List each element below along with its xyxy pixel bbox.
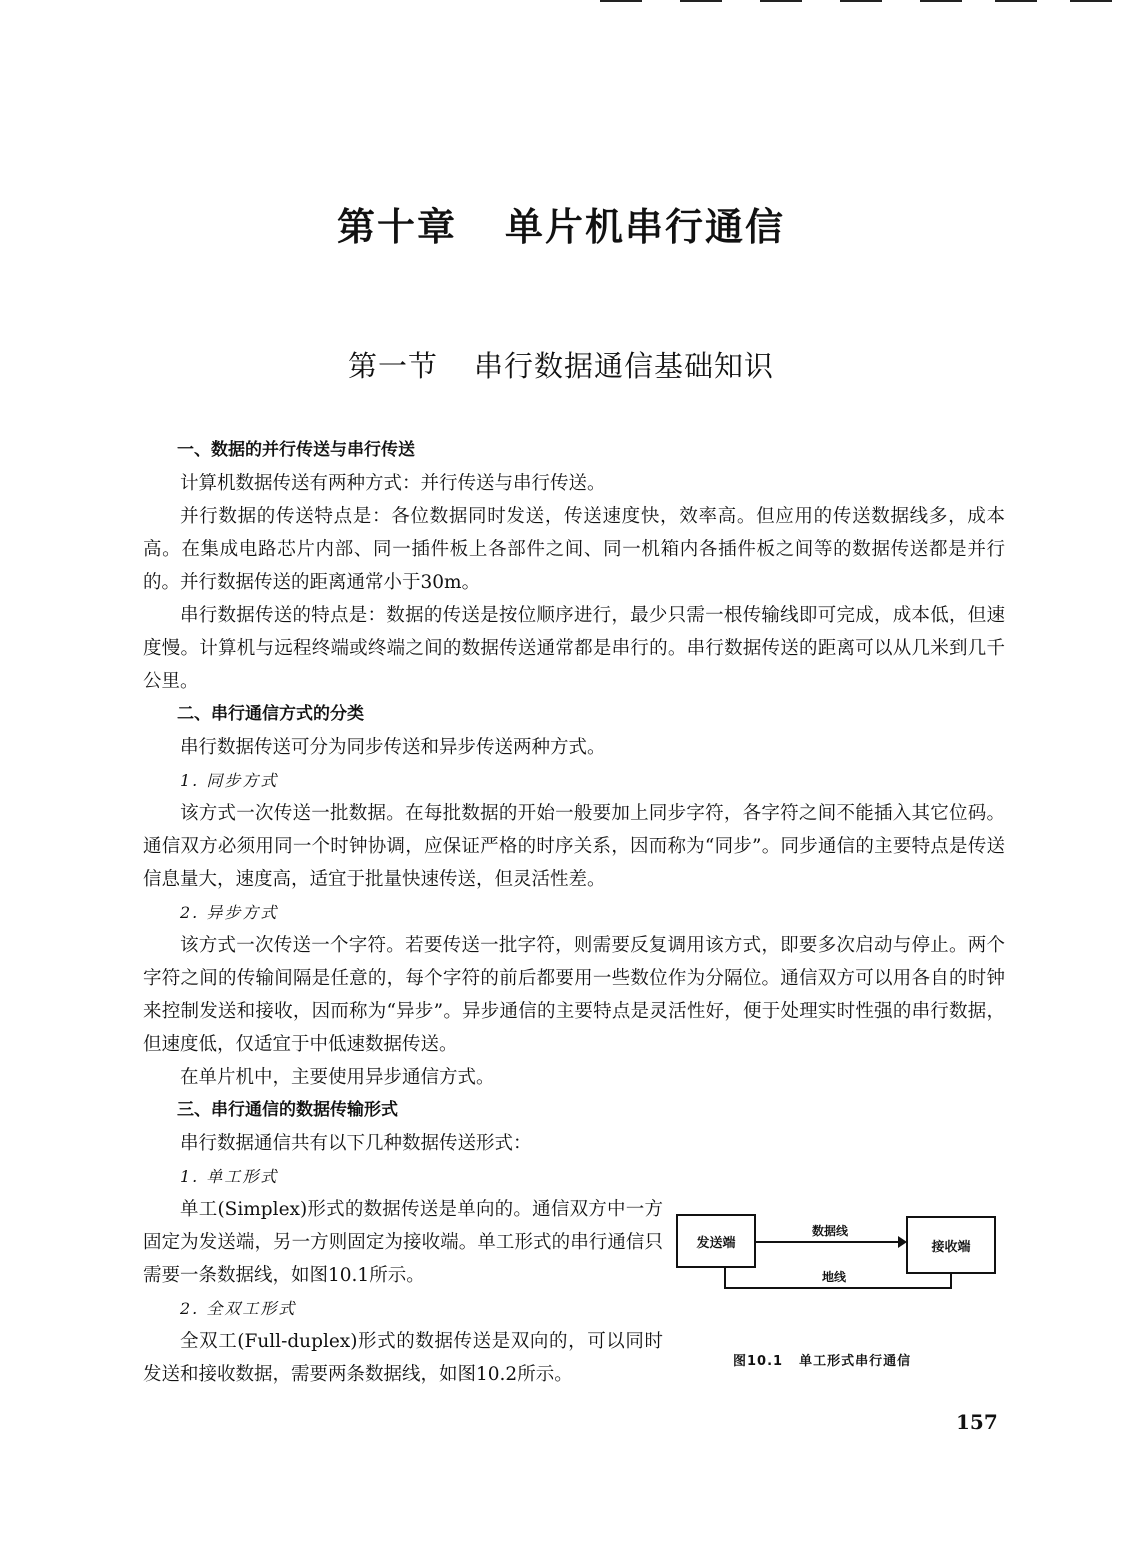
subheading: 2. 全双工形式 [180, 1299, 297, 1318]
figure-caption-text: 单工形式串行通信 [799, 1354, 912, 1369]
paragraph: 串行数据传送的特点是：数据的传送是按位顺序进行，最少只需一根传输线即可完成，成本低，但速度慢。计算机与远程终端或终端之间的数据传送通常都是串行的。串行数据传送的距离可以从几米到几千公里。 [143, 605, 1005, 692]
figure-simplex-diagram [676, 1206, 996, 1296]
subheading: 1. 同步方式 [180, 771, 279, 790]
section-heading: 二、串行通信方式的分类 [177, 704, 364, 724]
section-title [0, 344, 1122, 385]
receiver-label: 接收端 [931, 1239, 971, 1255]
receiver-box [906, 1216, 996, 1274]
page-number: 157 [956, 1410, 998, 1434]
subheading: 1. 单工形式 [180, 1167, 279, 1186]
figure-caption [733, 1350, 911, 1369]
scan-top-marks [0, 0, 1122, 12]
paragraph: 计算机数据传送有两种方式：并行传送与串行传送。 [180, 473, 606, 494]
chapter-title [0, 196, 1122, 251]
section-name: 串行数据通信基础知识 [474, 349, 775, 383]
paragraph: 串行数据传送可分为同步传送和异步传送两种方式。 [180, 737, 606, 758]
section-number: 第一节 [347, 349, 438, 383]
paragraph: 该方式一次传送一个字符。若要传送一批字符，则需要反复调用该方式，即要多次启动与停止。两个字符之间的传输间隔是任意的，每个字符的前后都要用一些数位作为分隔位。通信双方可以用各自的时钟来控制发送和接收，因而称为“异步”。异步通信的主要特点是灵活性好，便于处理实时性强的串行数据，但速度低，仅适宜于中低速数据传送。 [143, 935, 1005, 1055]
figure-caption-number: 图10.1 [733, 1354, 784, 1369]
paragraph: 该方式一次传送一批数据。在每批数据的开始一般要加上同步字符，各字符之间不能插入其它位码。通信双方必须用同一个时钟协调，应保证严格的时序关系，因而称为“同步”。同步通信的主要特点是传送信息量大，速度高，适宜于批量快速传送，但灵活性差。 [143, 803, 1005, 890]
chapter-number: 第十章 [336, 205, 457, 249]
paragraph: 单工(Simplex)形式的数据传送是单向的。通信双方中一方固定为发送端，另一方则固定为接收端。单工形式的串行通信只需要一条数据线，如图10.1所示。 [143, 1199, 663, 1286]
data-line-label: 数据线 [812, 1224, 849, 1238]
sender-label: 发送端 [696, 1235, 736, 1251]
chapter-name: 单片机串行通信 [505, 205, 786, 249]
sender-box [676, 1214, 756, 1268]
ground-line-bottom [724, 1287, 952, 1289]
paragraph: 并行数据的传送特点是：各位数据同时发送，传送速度快，效率高。但应用的传送数据线多，成本高。在集成电路芯片内部、同一插件板上各部件之间、同一机箱内各插件板之间等的数据传送都是并行的。并行数据传送的距离通常小于30m。 [143, 506, 1005, 593]
subheading: 2. 异步方式 [180, 903, 279, 922]
section-heading: 三、串行通信的数据传输形式 [177, 1100, 398, 1120]
paragraph: 串行数据通信共有以下几种数据传送形式： [180, 1133, 532, 1154]
data-line-arrow-icon [898, 1236, 907, 1248]
ground-line-label: 地线 [822, 1270, 847, 1284]
ground-line-left [724, 1266, 726, 1288]
paragraph: 全双工(Full-duplex)形式的数据传送是双向的，可以同时发送和接收数据，需要两条数据线，如图10.2所示。 [143, 1331, 663, 1385]
data-line [754, 1241, 900, 1243]
ground-line-right [950, 1272, 952, 1289]
paragraph: 在单片机中，主要使用异步通信方式。 [180, 1067, 495, 1088]
section-heading: 一、数据的并行传送与串行传送 [177, 440, 415, 460]
